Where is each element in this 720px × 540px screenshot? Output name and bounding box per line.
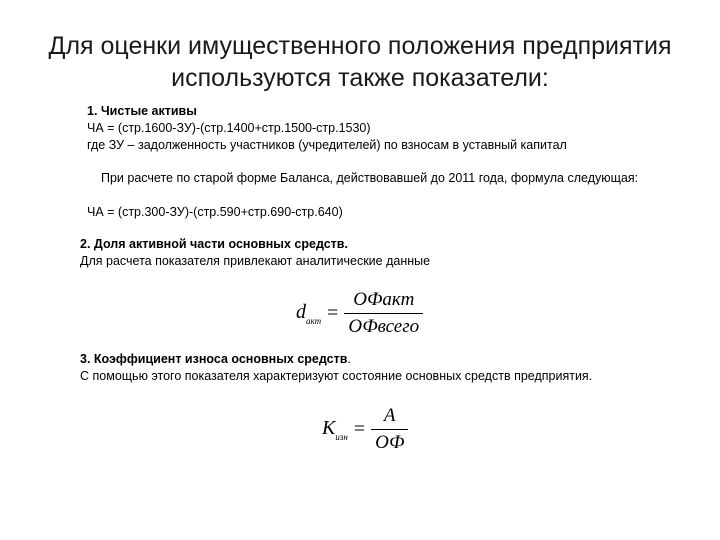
active-share-equals: =	[327, 302, 339, 324]
active-share-denominator: ОФвсего	[344, 313, 423, 338]
net-assets-note: где ЗУ – задолженность участников (учредителей) по взносам в уставный капитал	[87, 138, 567, 152]
section-net-assets	[87, 103, 567, 154]
wear-ratio-lhs-sub: изн	[335, 432, 348, 442]
slide-title-line-1: Для оценки имущественного положения предприятия	[48, 32, 672, 60]
active-share-fraction	[344, 289, 423, 338]
wear-ratio-lhs: $K_{изн}$	[322, 417, 348, 442]
active-share-lhs-sub: акт	[306, 316, 322, 326]
active-share-formula	[296, 289, 423, 338]
active-share-text: Для расчета показателя привлекают аналитические данные	[80, 254, 431, 268]
wear-ratio-formula	[322, 405, 408, 454]
wear-ratio-equals: =	[353, 418, 366, 440]
net-assets-formula: ЧА = (стр.1600-ЗУ)-(стр.1400+стр.1500-стр.1530)	[87, 121, 371, 135]
active-share-lhs: $d_{акт}$	[296, 301, 322, 326]
wear-ratio-heading-line	[80, 351, 592, 368]
section-wear-ratio	[80, 351, 592, 385]
wear-ratio-numerator: А	[383, 405, 396, 426]
active-share-numerator: ОФакт	[353, 289, 415, 310]
old-balance-text: При расчете по старой форме Баланса, действовавшей до 2011 года, формула следующая:	[101, 171, 639, 185]
active-share-heading: 2. Доля активной части основных средств.	[80, 237, 348, 251]
slide-title	[0, 30, 720, 94]
wear-ratio-heading-end: .	[347, 352, 351, 366]
old-balance-formula: ЧА = (стр.300-ЗУ)-(стр.590+стр.690-стр.640)	[87, 205, 343, 219]
slide-title-line-2: используются также показатели:	[171, 64, 549, 92]
net-assets-heading: 1. Чистые активы	[87, 104, 197, 118]
section-active-share	[80, 236, 430, 270]
wear-ratio-denominator: ОФ	[371, 429, 408, 454]
wear-ratio-text: С помощью этого показателя характеризуют состояние основных средств предприятия.	[80, 369, 593, 383]
wear-ratio-fraction	[371, 405, 408, 454]
wear-ratio-heading: 3. Коэффициент износа основных средств	[80, 352, 348, 366]
